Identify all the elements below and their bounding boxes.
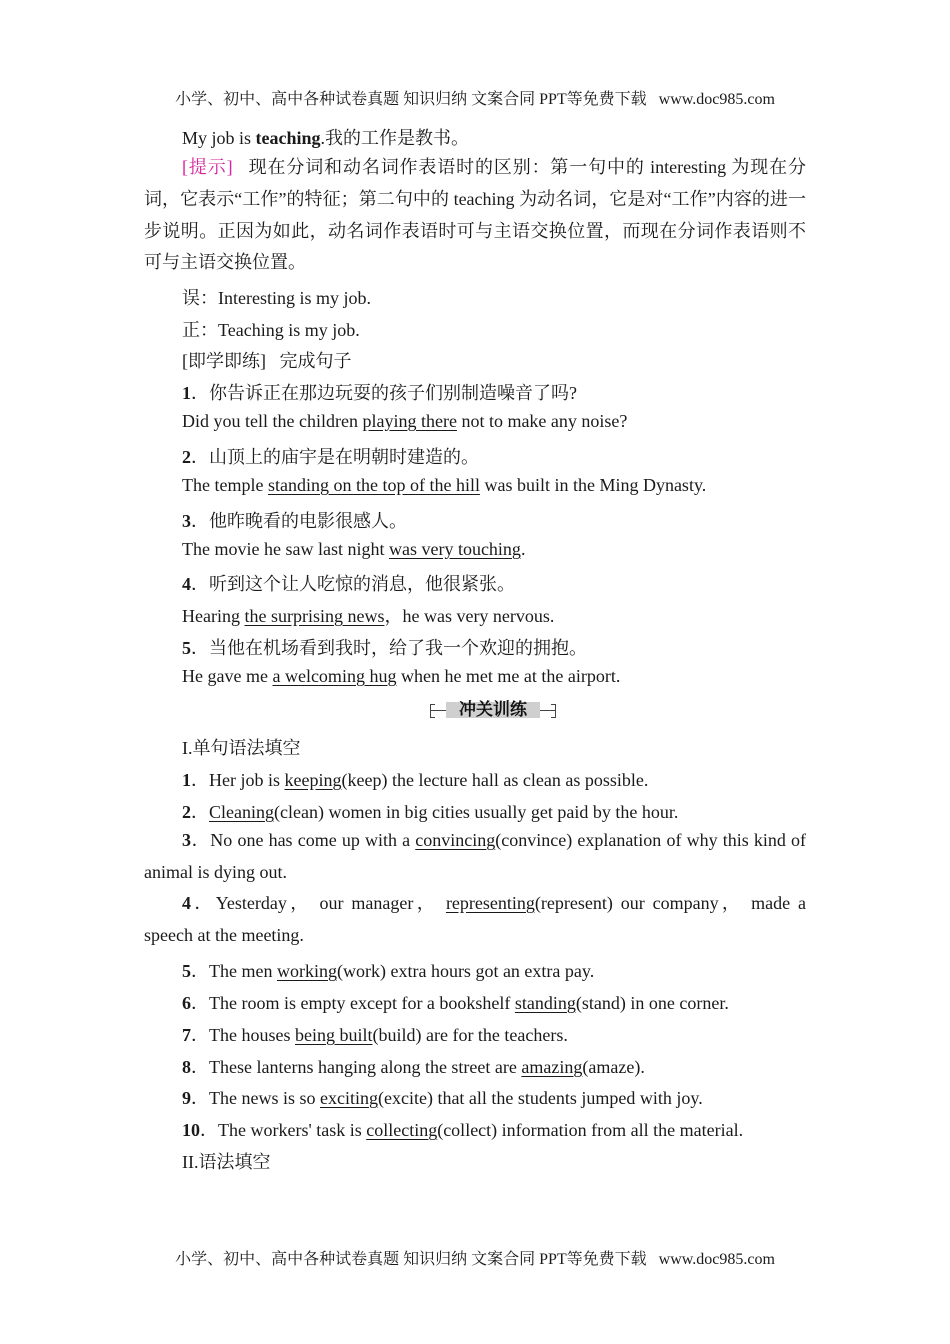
fill-answer: standing bbox=[514, 993, 576, 1013]
fill-item: 3．No one has come up with a convincing(convince) explanation of why this kind of animal is dying out. bbox=[144, 830, 807, 882]
exercise-cn-text: 当他在机场看到我时，给了我一个欢迎的拥抱。 bbox=[209, 638, 587, 658]
fill-post: (collect) information from all the material. bbox=[437, 1120, 744, 1140]
fill-post: (keep) the lecture hall as clean as possible. bbox=[341, 770, 649, 790]
fill-pre: The houses bbox=[209, 1025, 295, 1045]
exercise-en bbox=[182, 539, 525, 560]
fill-post: (stand) in one corner. bbox=[575, 993, 729, 1013]
fill-item: 6．The room is empty except for a bookshelf standing(stand) in one corner. bbox=[182, 993, 729, 1013]
exercise-cn: 1．你告诉正在那边玩耍的孩子们别制造噪音了吗? bbox=[182, 383, 577, 403]
exercise-cn: 3．他昨晚看的电影很感人。 bbox=[182, 511, 407, 531]
fill-number: 7 bbox=[182, 1025, 191, 1045]
fill-answer: representing bbox=[445, 893, 535, 913]
fill-item: 7．The houses being built(build) are for the teachers. bbox=[182, 1025, 568, 1045]
fill-pre: These lanterns hanging along the street are bbox=[209, 1057, 522, 1077]
exercise-cn-text: 你告诉正在那边玩耍的孩子们别制造噪音了吗? bbox=[209, 383, 577, 403]
fill-answer: Cleaning bbox=[209, 802, 274, 822]
exercise-post: not to make any noise? bbox=[456, 411, 628, 431]
fill-post: (build) are for the teachers. bbox=[372, 1025, 568, 1045]
intro-bold: teaching bbox=[255, 128, 321, 148]
exercise-en bbox=[182, 411, 627, 432]
exercise-en bbox=[182, 666, 620, 687]
wrong-label: 误： bbox=[182, 288, 218, 308]
fill-post: (amaze). bbox=[582, 1057, 645, 1077]
exercise-pre: He gave me bbox=[182, 666, 273, 686]
fill-number: 3 bbox=[182, 830, 191, 850]
fill-answer: keeping bbox=[284, 770, 342, 790]
fill-item: 2．Cleaning(clean) women in big cities usually get paid by the hour. bbox=[182, 802, 679, 822]
exercise-pre: The temple bbox=[182, 475, 268, 495]
exercise-post: ，he was very nervous. bbox=[384, 606, 555, 626]
exercise-number: 5 bbox=[182, 638, 191, 658]
fill-answer: amazing bbox=[521, 1057, 583, 1077]
section-heading-2: II.语法填空 bbox=[182, 1152, 271, 1172]
exercise-answer: a welcoming hug bbox=[272, 666, 397, 686]
exercise-en bbox=[182, 475, 706, 496]
wrong-text: Interesting is my job. bbox=[218, 288, 371, 308]
section-banner bbox=[430, 700, 556, 722]
fill-number: 2 bbox=[182, 802, 191, 822]
fill-post: (clean) women in big cities usually get paid by the hour. bbox=[274, 802, 679, 822]
fill-number: 6 bbox=[182, 993, 191, 1013]
exercise-number: 1 bbox=[182, 383, 191, 403]
fill-item: 4．Yesterday， our manager， representing(represent) our company， made a speech at the meeting. bbox=[144, 893, 806, 945]
footer-url: www.doc985.com bbox=[658, 1251, 775, 1268]
exercise-number: 3 bbox=[182, 511, 191, 531]
fill-pre: Her job is bbox=[209, 770, 285, 790]
fill-post: (represent) our company， made a speech at the meeting. bbox=[144, 893, 806, 945]
page-footer bbox=[0, 1246, 950, 1269]
exercise-cn: 2．山顶上的庙宇是在明朝时建造的。 bbox=[182, 447, 479, 467]
fill-answer: working bbox=[276, 961, 337, 981]
exercise-cn: 5．当他在机场看到我时，给了我一个欢迎的拥抱。 bbox=[182, 638, 587, 658]
hint-text: 现在分词和动名词作表语时的区别：第一句中的 interesting 为现在分词，它表示“工作”的特征；第二句中的 teaching 为动名词，它是对“工作”内容的进一步说明。正因为如此，动名词作表语时可与主语交换位置，而现在分词作表语则不可与主语交换位置。 bbox=[144, 157, 807, 273]
exercise-en bbox=[182, 602, 554, 628]
exercise-cn: 4．听到这个让人吃惊的消息，他很紧张。 bbox=[182, 574, 515, 594]
right-label: 正： bbox=[182, 320, 218, 340]
fill-answer: being built bbox=[294, 1025, 373, 1045]
fill-number: 10 bbox=[182, 1120, 200, 1140]
fill-item: 1．Her job is keeping(keep) the lecture hall as clean as possible. bbox=[182, 770, 649, 790]
wrong-example bbox=[182, 284, 371, 310]
exercise-cn-text: 他昨晚看的电影很感人。 bbox=[209, 511, 407, 531]
fill-post: (work) extra hours got an extra pay. bbox=[336, 961, 595, 981]
fill-number: 4 bbox=[182, 893, 191, 913]
exercise-number: 4 bbox=[182, 574, 191, 594]
fill-answer: collecting bbox=[366, 1120, 438, 1140]
footer-text: 小学、初中、高中各种试卷真题 知识归纳 文案合同 PPT等免费下载 bbox=[175, 1251, 647, 1268]
fill-item: 8．These lanterns hanging along the street are amazing(amaze). bbox=[182, 1057, 645, 1077]
exercise-pre: Hearing bbox=[182, 606, 245, 626]
banner-title: 冲关训练 bbox=[459, 700, 527, 720]
fill-pre: Yesterday， our manager， bbox=[215, 893, 446, 913]
practice-title: 完成句子 bbox=[279, 351, 352, 371]
exercise-number: 2 bbox=[182, 447, 191, 467]
intro-pre: My job is bbox=[182, 128, 256, 148]
fill-pre: The men bbox=[209, 961, 277, 981]
practice-heading bbox=[182, 347, 352, 373]
fill-pre: The workers' task is bbox=[218, 1120, 367, 1140]
fill-item: 5．The men working(work) extra hours got an extra pay. bbox=[182, 961, 595, 981]
fill-pre: The news is so bbox=[209, 1088, 320, 1108]
exercise-answer: playing there bbox=[362, 411, 457, 431]
header-url: www.doc985.com bbox=[658, 91, 775, 108]
fill-number: 5 bbox=[182, 961, 191, 981]
exercise-answer: standing on the top of the hill bbox=[267, 475, 480, 495]
exercise-cn-text: 听到这个让人吃惊的消息，他很紧张。 bbox=[209, 574, 515, 594]
fill-post: (excite) that all the students jumped with joy. bbox=[377, 1088, 703, 1108]
exercise-pre: Did you tell the children bbox=[182, 411, 363, 431]
fill-number: 1 bbox=[182, 770, 191, 790]
right-example bbox=[182, 316, 360, 342]
exercise-post: when he met me at the airport. bbox=[396, 666, 621, 686]
fill-number: 9 bbox=[182, 1088, 191, 1108]
exercise-answer: the surprising news bbox=[244, 606, 385, 626]
fill-pre: No one has come up with a bbox=[210, 830, 416, 850]
fill-number: 8 bbox=[182, 1057, 191, 1077]
fill-post: (convince) explanation of why this kind of animal is dying out. bbox=[144, 830, 807, 882]
intro-line bbox=[182, 124, 469, 150]
fill-answer: exciting bbox=[320, 1088, 378, 1108]
exercise-cn-text: 山顶上的庙宇是在明朝时建造的。 bbox=[209, 447, 479, 467]
fill-answer: convincing bbox=[415, 830, 496, 850]
exercise-post: . bbox=[520, 539, 526, 559]
fill-pre: The room is empty except for a bookshelf bbox=[209, 993, 515, 1013]
exercise-answer: was very touching bbox=[388, 539, 521, 559]
practice-label: [即学即练] bbox=[182, 351, 266, 371]
exercise-post: was built in the Ming Dynasty. bbox=[479, 475, 707, 495]
fill-item: 9．The news is so exciting(excite) that all the students jumped with joy. bbox=[182, 1088, 703, 1108]
fill-item: 10．The workers' task is collecting(collect) information from all the material. bbox=[182, 1120, 744, 1140]
intro-post: .我的工作是教书。 bbox=[320, 128, 470, 148]
page-header bbox=[0, 86, 950, 109]
header-text: 小学、初中、高中各种试卷真题 知识归纳 文案合同 PPT等免费下载 bbox=[175, 91, 647, 108]
right-text: Teaching is my job. bbox=[218, 320, 360, 340]
hint-paragraph bbox=[144, 152, 806, 279]
hint-label: [提示] bbox=[182, 157, 233, 177]
exercise-pre: The movie he saw last night bbox=[182, 539, 389, 559]
section-heading-1: I.单句语法填空 bbox=[182, 738, 301, 758]
